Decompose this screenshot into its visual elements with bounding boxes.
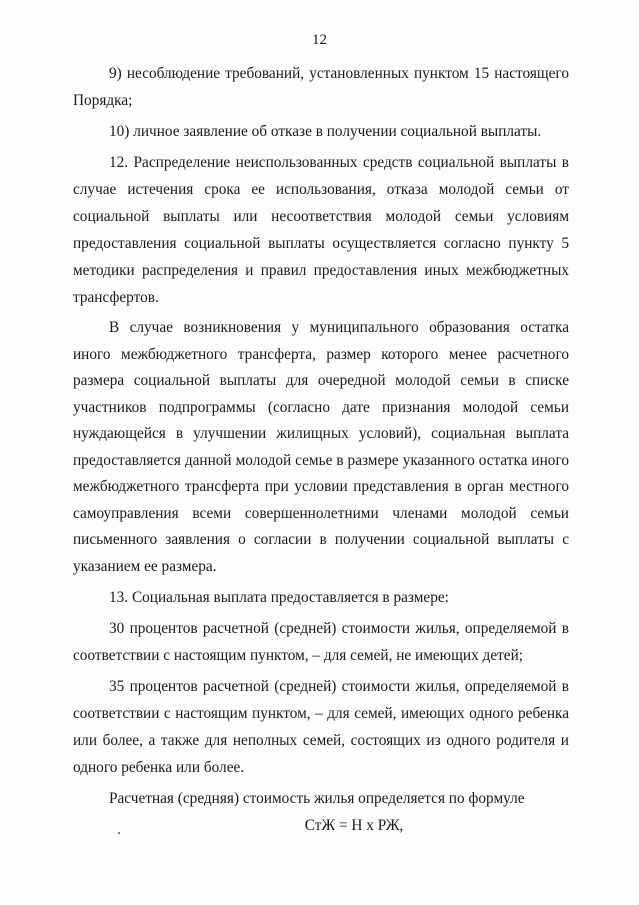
paragraph-item-10: 10) личное заявление об отказе в получении социальной выплаты.	[109, 123, 542, 140]
scan-speck	[118, 832, 120, 834]
document-body	[73, 60, 569, 839]
page-number: 12	[312, 32, 327, 48]
paragraph-remainder-transfer: В случае возникновения у муниципального образования остатка иного межбюджетного трансферта, размер которого менее расчетного размера социальной выплаты для очередной молодой семьи в списке участников подпрограммы (согласно дате признания молодой семьи нуждающейся в улучшении жилищных условий), социальная выплата предоставляется данной молодой семье в размере указанного остатка иного межбюджетного трансферта при условии представления в орган местного самоуправления всеми совершеннолетними членами молодой семьи письменного заявления о согласии в получении социальной выплаты с указанием ее размера.	[73, 319, 569, 575]
paragraph-formula-intro: Расчетная (средняя) стоимость жилья определяется по формуле	[109, 790, 525, 807]
formula: СтЖ = Н х РЖ,	[304, 817, 404, 834]
paragraph-item-9: 9) несоблюдение требований, установленных пунктом 15 настоящего Порядка;	[73, 65, 569, 109]
paragraph-30-percent: 30 процентов расчетной (средней) стоимости жилья, определяемой в соответствии с настоящим пунктом, – для семей, не имеющих детей;	[73, 620, 569, 664]
paragraph-section-13: 13. Социальная выплата предоставляется в размере:	[109, 589, 449, 606]
paragraph-section-12: 12. Распределение неиспользованных средств социальной выплаты в случае истечения срока ее использования, отказа молодой семьи от социальной выплаты или несоответствия молодой семьи условиям предоставления социальной выплаты осуществляется согласно пункту 5 методики распределения и правил предоставления иных межбюджетных трансфертов.	[73, 154, 569, 306]
paragraph-35-percent: 35 процентов расчетной (средней) стоимости жилья, определяемой в соответствии с настоящим пунктом, – для семей, имеющих одного ребенка или более, а также для неполных семей, состоящих из одного родителя и одного ребенка или более.	[73, 678, 569, 776]
